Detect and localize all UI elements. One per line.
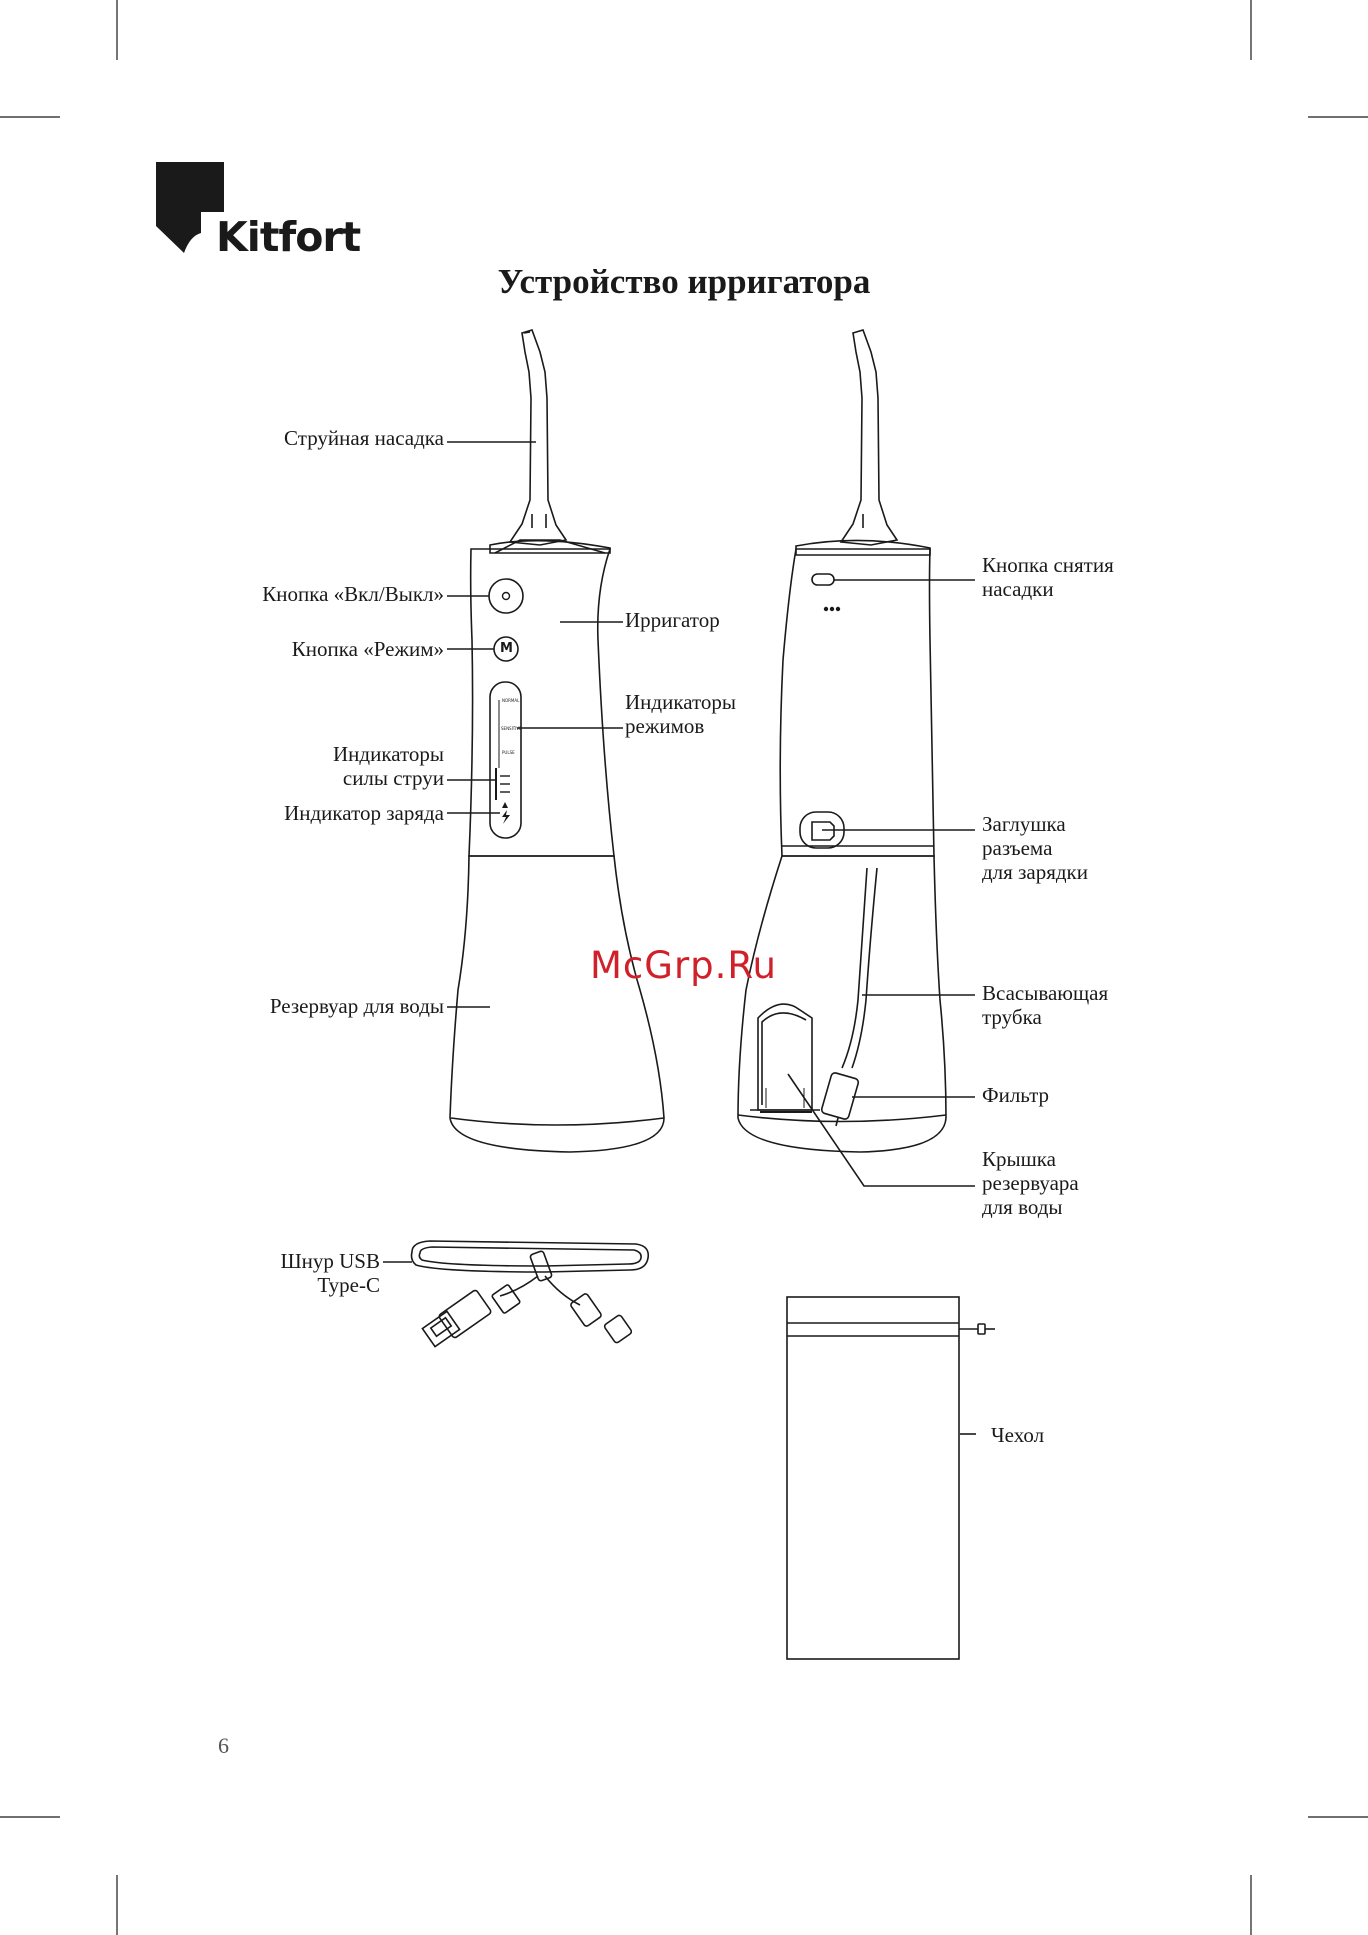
label-mode-indicators-1: Индикаторы bbox=[625, 690, 736, 714]
irrigator-rear bbox=[738, 330, 975, 1186]
watermark: McGrp.Ru bbox=[590, 944, 777, 987]
charge-bolt-icon bbox=[502, 810, 510, 824]
mode-label-normal: NORMAL bbox=[502, 698, 520, 703]
label-charge-plug-1: Заглушка bbox=[982, 812, 1066, 836]
label-suction-tube-2: трубка bbox=[982, 1005, 1042, 1029]
nozzle-release-button-diagram bbox=[812, 574, 834, 585]
kitfort-logo-icon bbox=[156, 162, 224, 253]
label-nozzle-release-1: Кнопка снятия bbox=[982, 553, 1114, 577]
label-usb-cable-2: Type-C bbox=[317, 1273, 380, 1297]
label-usb-cable-1: Шнур USB bbox=[280, 1249, 380, 1273]
label-jet-strength-2: силы струи bbox=[342, 766, 444, 790]
page-title: Устройство ирригатора bbox=[497, 262, 871, 301]
mode-label-sensitive: SENSITIVE bbox=[501, 726, 522, 731]
label-jet-strength-1: Индикаторы bbox=[333, 742, 444, 766]
label-pouch: Чехол bbox=[991, 1423, 1045, 1447]
label-nozzle-release-2: насадки bbox=[982, 577, 1054, 601]
label-charge-plug-3: для зарядки bbox=[982, 860, 1088, 884]
label-charge-plug-2: разъема bbox=[982, 836, 1053, 860]
power-button-diagram bbox=[489, 579, 523, 613]
water-tank-rear bbox=[738, 856, 946, 1152]
mode-label-pulse: PULSE bbox=[502, 750, 515, 755]
pouch-diagram bbox=[787, 1297, 995, 1659]
label-mode-indicators-2: режимов bbox=[625, 714, 705, 738]
filter-diagram bbox=[821, 1072, 859, 1120]
label-charge-indicator: Индикатор заряда bbox=[284, 801, 444, 825]
label-water-tank: Резервуар для воды bbox=[269, 994, 444, 1018]
irrigator-front bbox=[447, 330, 664, 1152]
label-jet-nozzle: Струйная насадка bbox=[284, 426, 444, 450]
brand-name: Kitfort bbox=[216, 213, 361, 261]
usb-cable-diagram bbox=[383, 1241, 648, 1347]
label-suction-tube-1: Всасывающая bbox=[982, 981, 1109, 1005]
label-tank-lid-3: для воды bbox=[982, 1195, 1063, 1219]
label-power-button: Кнопка «Вкл/Выкл» bbox=[262, 582, 444, 606]
label-irrigator: Ирригатор bbox=[625, 608, 720, 632]
water-tank-front bbox=[450, 856, 664, 1152]
mode-button-letter: M bbox=[500, 641, 513, 656]
label-mode-button: Кнопка «Режим» bbox=[291, 637, 444, 661]
label-tank-lid-1: Крышка bbox=[982, 1147, 1056, 1171]
label-filter: Фильтр bbox=[982, 1083, 1050, 1107]
label-tank-lid-2: резервуара bbox=[982, 1171, 1079, 1195]
page-number: 6 bbox=[218, 1733, 229, 1758]
